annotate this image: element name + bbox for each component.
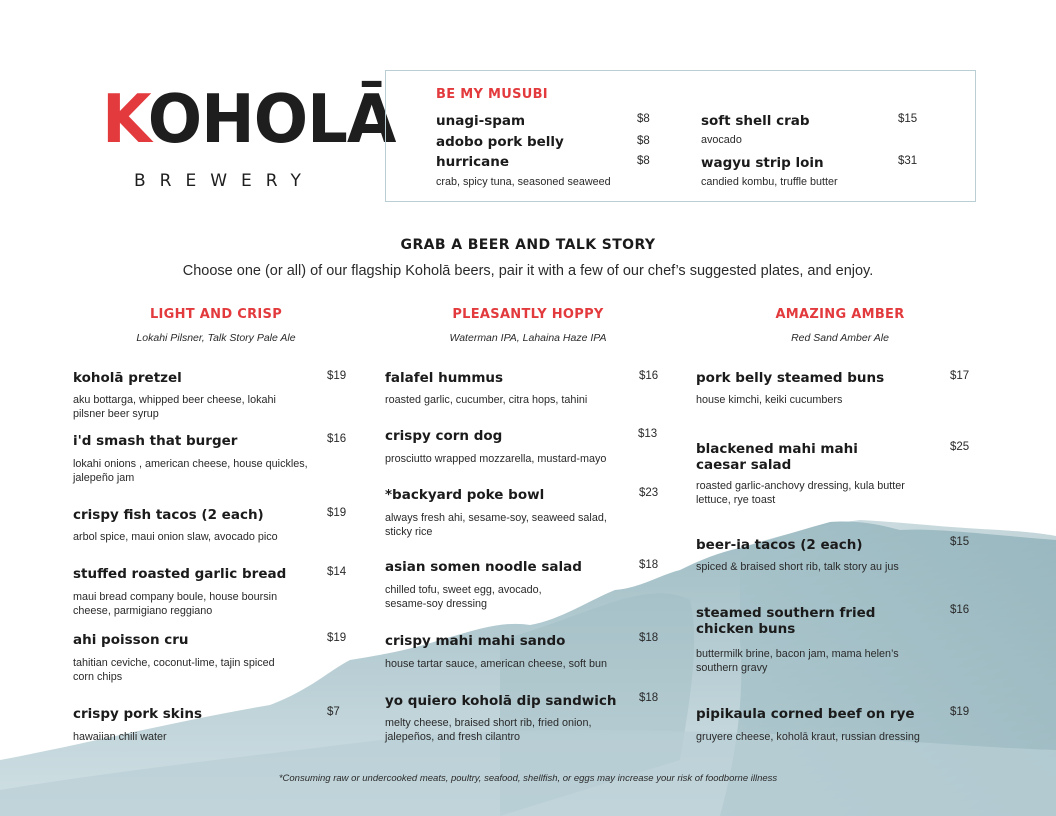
menu-item-name: steamed southern fried <box>696 605 876 621</box>
menu-item-desc: jalepeños, and fresh cilantro <box>385 731 521 743</box>
foodborne-illness-disclaimer: *Consuming raw or undercooked meats, poultry, seafood, shellfish, or eggs may increase your risk of foodborne illness <box>278 773 778 784</box>
menu-item-desc: tahitian ceviche, coconut-lime, tajin spiced <box>73 657 275 669</box>
column-beers: Waterman IPA, Lahaina Haze IPA <box>449 332 607 344</box>
menu-item-desc: roasted garlic, cucumber, citra hops, tahini <box>385 394 588 406</box>
menu-item-price: $23 <box>639 487 659 499</box>
musubi-title: BE MY MUSUBI <box>436 87 548 102</box>
musubi-item-desc: crab, spicy tuna, seasoned seaweed <box>436 176 611 188</box>
menu-item-desc: melty cheese, braised short rib, fried onion, <box>385 717 592 729</box>
menu-item-price: $18 <box>639 632 659 644</box>
menu-item-desc: corn chips <box>73 671 123 683</box>
menu-item-name: falafel hummus <box>385 370 504 386</box>
menu-item-desc: gruyere cheese, koholā kraut, russian dressing <box>696 731 920 743</box>
menu-item-desc: sesame-soy dressing <box>385 598 488 610</box>
musubi-item-name: unagi-spam <box>436 113 526 129</box>
menu-item-desc: pilsner beer syrup <box>73 408 159 420</box>
column-beers: Red Sand Amber Ale <box>791 332 889 344</box>
menu-item-desc: buttermilk brine, bacon jam, mama helen’s <box>696 648 899 660</box>
menu-item-price: $19 <box>327 632 347 644</box>
menu-item-desc: house kimchi, keiki cucumbers <box>696 394 843 406</box>
menu-item-price: $17 <box>950 370 970 382</box>
menu-item-desc: southern gravy <box>696 662 768 674</box>
menu-item-name: asian somen noodle salad <box>385 559 582 575</box>
menu-item-name: *backyard poke bowl <box>385 487 545 503</box>
menu-item-name: crispy corn dog <box>385 428 503 444</box>
menu-item-price: $18 <box>639 559 659 571</box>
menu-item-name: ahi poisson cru <box>73 632 189 648</box>
musubi-item-price: $15 <box>898 113 918 125</box>
menu-item-price: $16 <box>950 604 970 616</box>
logo-wordmark <box>102 81 396 159</box>
menu-item-price: $16 <box>327 433 347 445</box>
menu-item-price: $19 <box>327 507 347 519</box>
menu-item-name: pipikaula corned beef on rye <box>696 706 915 722</box>
musubi-item-name: adobo pork belly <box>436 134 564 150</box>
menu-item-desc: aku bottarga, whipped beer cheese, lokahi <box>73 394 276 406</box>
musubi-item-desc: avocado <box>701 134 742 146</box>
menu-item-desc: sticky rice <box>385 526 433 538</box>
menu-item-price: $15 <box>950 536 970 548</box>
menu-item-price: $13 <box>638 428 658 440</box>
menu-item-name: beer-ia tacos (2 each) <box>696 537 863 553</box>
menu-item-name: caesar salad <box>696 457 792 473</box>
column-title-light-and-crisp: LIGHT AND CRISP <box>149 307 283 322</box>
menu-item-desc: arbol spice, maui onion slaw, avocado pico <box>73 531 278 543</box>
logo-subtitle: BREWERY <box>134 171 315 191</box>
column-title-pleasantly-hoppy: PLEASANTLY HOPPY <box>452 307 604 322</box>
menu-item-name: yo quiero koholā dip sandwich <box>385 693 617 709</box>
menu-item-name: crispy mahi mahi sando <box>385 633 566 649</box>
menu-item-desc: prosciutto wrapped mozzarella, mustard-mayo <box>385 453 607 465</box>
musubi-item-price: $8 <box>637 135 650 147</box>
menu-item-name: i'd smash that burger <box>73 433 238 449</box>
menu-item-price: $18 <box>639 692 659 704</box>
menu-item-desc: cheese, parmigiano reggiano <box>73 605 213 617</box>
musubi-item-name: wagyu strip loin <box>701 155 824 171</box>
menu-item-name: blackened mahi mahi <box>696 441 858 457</box>
menu-item-desc: maui bread company boule, house boursin <box>73 591 278 603</box>
menu-item-desc: jalepeño jam <box>73 472 135 484</box>
menu-item-desc: lokahi onions , american cheese, house quickles, <box>73 458 308 470</box>
menu-item-name: chicken buns <box>696 621 796 637</box>
menu-item-price: $16 <box>639 370 659 382</box>
logo-letters: OHOLĀ <box>147 81 396 159</box>
menu-item-price: $14 <box>327 566 347 578</box>
menu-item-desc: always fresh ahi, sesame-soy, seaweed salad, <box>385 512 607 524</box>
menu-item-desc: roasted garlic-anchovy dressing, kula butter <box>696 480 905 492</box>
musubi-item-price: $31 <box>898 155 918 167</box>
musubi-item-desc: candied kombu, truffle butter <box>701 176 838 188</box>
section-subtitle: Choose one (or all) of our flagship Koholā beers, pair it with a few of our chef’s suggested plates, and enjoy. <box>182 263 874 279</box>
menu-item-name: crispy pork skins <box>73 706 203 722</box>
menu-item-price: $19 <box>950 706 970 718</box>
menu-item-desc: spiced & braised short rib, talk story au jus <box>696 561 899 573</box>
musubi-item-name: soft shell crab <box>701 113 810 129</box>
menu-item-price: $7 <box>327 706 340 718</box>
menu-item-desc: lettuce, rye toast <box>696 494 776 506</box>
section-heading: GRAB A BEER AND TALK STORY <box>400 237 656 253</box>
menu-item-name: crispy fish tacos (2 each) <box>73 507 264 523</box>
column-beers: Lokahi Pilsner, Talk Story Pale Ale <box>136 332 296 344</box>
menu-item-name: koholā pretzel <box>73 370 182 386</box>
menu-item-name: pork belly steamed buns <box>696 370 885 386</box>
menu-item-price: $19 <box>327 370 347 382</box>
menu-item-desc: hawaiian chili water <box>73 731 167 743</box>
musubi-item-name: hurricane <box>436 154 510 170</box>
musubi-item-price: $8 <box>637 155 650 167</box>
menu-item-desc: chilled tofu, sweet egg, avocado, <box>385 584 542 596</box>
menu-item-price: $25 <box>950 441 970 453</box>
menu-item-name: stuffed roasted garlic bread <box>73 566 287 582</box>
musubi-item-price: $8 <box>637 113 650 125</box>
logo-letter-k: K <box>102 81 148 159</box>
menu-item-desc: house tartar sauce, american cheese, soft bun <box>385 658 608 670</box>
column-title-amazing-amber: AMAZING AMBER <box>775 307 905 322</box>
